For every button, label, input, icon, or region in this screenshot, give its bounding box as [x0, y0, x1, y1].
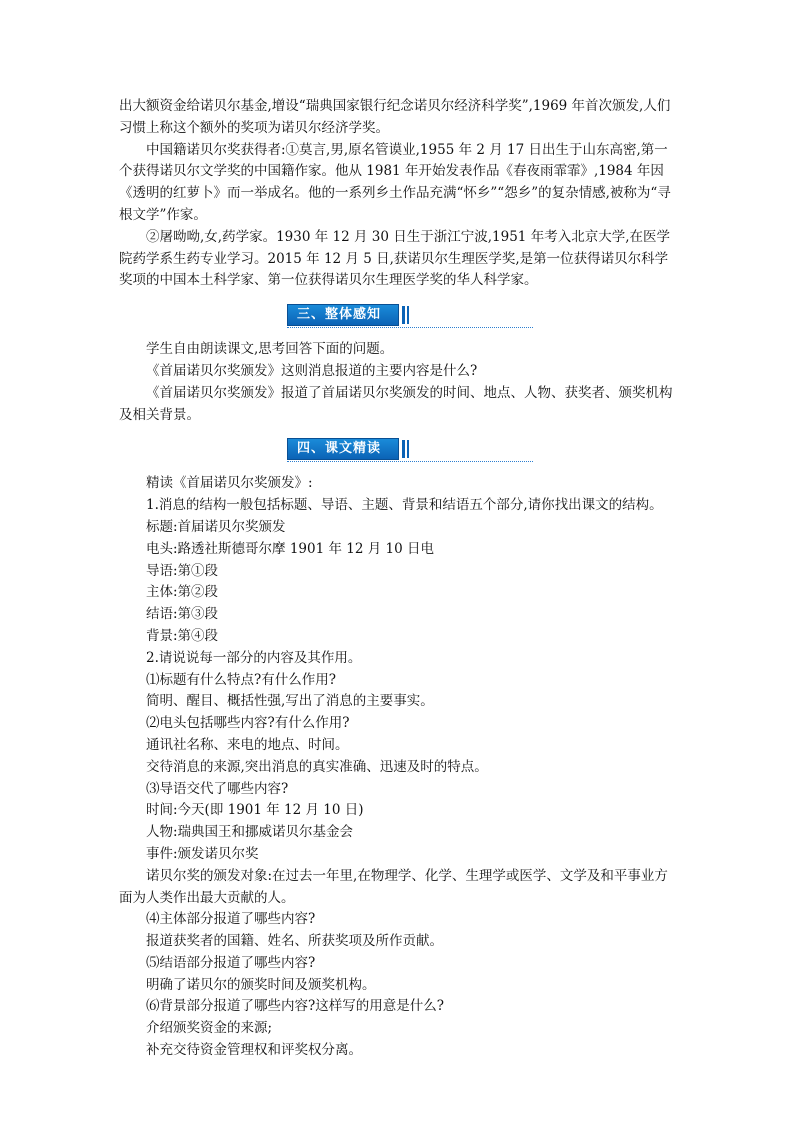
- award-object-paragraph: 诺贝尔奖的颁发对象:在过去一年里,在物理学、化学、生理学或医学、文学及和平事业方面为人类作出最大贡献的人。: [119, 867, 668, 906]
- question-line: 《首届诺贝尔奖颁发》这则消息报道的主要内容是什么?: [146, 362, 478, 379]
- paragraph-economics-prize: 出大额资金给诺贝尔基金,增设“瑞典国家银行纪念诺贝尔经济科学奖”,1969 年首次颁发,人们习惯上称这个额外的奖项为诺贝尔经济学奖。: [119, 98, 671, 136]
- sub-question: ⑴标题有什么特点?有什么作用?: [146, 671, 336, 688]
- sub-question: ⑹背景部分报道了哪些内容?这样写的用意是什么?: [146, 998, 444, 1015]
- section-header-close-reading: [119, 430, 679, 470]
- sub-question: ⑸结语部分报道了哪些内容?: [146, 954, 316, 971]
- banner-underline: [287, 461, 533, 462]
- section-banner-4: 四、课文精读: [287, 438, 399, 460]
- section-banner-3: 三、整体感知: [287, 304, 399, 326]
- close-reading-intro: 精读《首届诺贝尔奖颁发》:: [146, 475, 313, 492]
- sub-question: ⑷主体部分报道了哪些内容?: [146, 911, 316, 928]
- sub-answer: 补充交待资金管理权和评奖权分离。: [146, 1042, 362, 1059]
- answer-line: 《首届诺贝尔奖颁发》报道了首届诺贝尔奖颁发的时间、地点、人物、获奖者、颁奖机构及相关背景。: [119, 384, 673, 423]
- sub-answer: 事件:颁发诺贝尔奖: [146, 845, 259, 862]
- sub-answer: 交待消息的来源,突出消息的真实准确、迅速及时的特点。: [146, 758, 488, 775]
- sub-answer: 人物:瑞典国王和挪威诺贝尔基金会: [146, 824, 354, 841]
- instruction-line: 学生自由朗读课文,思考回答下面的问题。: [146, 341, 394, 358]
- structure-item: 背景:第④段: [146, 627, 219, 644]
- structure-item: 导语:第①段: [146, 562, 219, 579]
- structure-item: 标题:首届诺贝尔奖颁发: [146, 518, 286, 535]
- structure-item: 结语:第③段: [146, 606, 219, 623]
- sub-answer: 通讯社名称、来电的地点、时间。: [146, 736, 349, 753]
- document-body: [119, 96, 679, 1062]
- sub-answer: 报道获奖者的国籍、姓名、所获奖项及所作贡献。: [146, 933, 443, 950]
- sub-question: ⑵电头包括哪些内容?有什么作用?: [146, 715, 350, 732]
- structure-item: 电头:路透社斯德哥尔摩 1901 年 12 月 10 日电: [146, 540, 435, 557]
- sub-answer: 简明、醒目、概括性强,写出了消息的主要事实。: [146, 693, 434, 710]
- banner-bar-decoration: [402, 440, 405, 458]
- question-1: 1.消息的结构一般包括标题、导语、主题、背景和结语五个部分,请你找出课文的结构。: [146, 497, 663, 514]
- sub-question: ⑶导语交代了哪些内容?: [146, 780, 289, 797]
- sub-answer: 介绍颁奖资金的来源;: [146, 1020, 273, 1037]
- paragraph-mo-yan: 中国籍诺贝尔奖获得者:①莫言,男,原名管谟业,1955 年 2 月 17 日出生于山东高密,第一个获得诺贝尔文学奖的中国籍作家。他从 1981 年开始发表作品《春夜雨霏霏》,1984 年因《透明的红萝卜》而一举成名。他的一系列乡土作品充满“怀乡”“怨乡”的复杂情感,被称为“寻根文学”作家。: [119, 141, 671, 223]
- banner-underline: [287, 327, 533, 328]
- section-header-overall: [119, 296, 679, 336]
- structure-item: 主体:第②段: [146, 584, 219, 601]
- paragraph-tu-youyou: ②屠呦呦,女,药学家。1930 年 12 月 30 日生于浙江宁波,1951 年考入北京大学,在医学院药学系生药专业学习。2015 年 12 月 5 日,获诺贝尔生理医学奖,是第一位获得诺贝尔科学奖项的中国本土科学家、第一位获得诺贝尔生理医学奖的华人科学家。: [119, 228, 670, 289]
- sub-answer: 时间:今天(即 1901 年 12 月 10 日): [146, 802, 364, 819]
- banner-bar-decoration: [402, 306, 405, 324]
- banner-bar-decoration: [407, 440, 409, 458]
- sub-answer: 明确了诺贝尔的颁奖时间及颁奖机构。: [146, 976, 376, 993]
- banner-bar-decoration: [407, 306, 409, 324]
- question-2: 2.请说说每一部分的内容及其作用。: [146, 649, 362, 666]
